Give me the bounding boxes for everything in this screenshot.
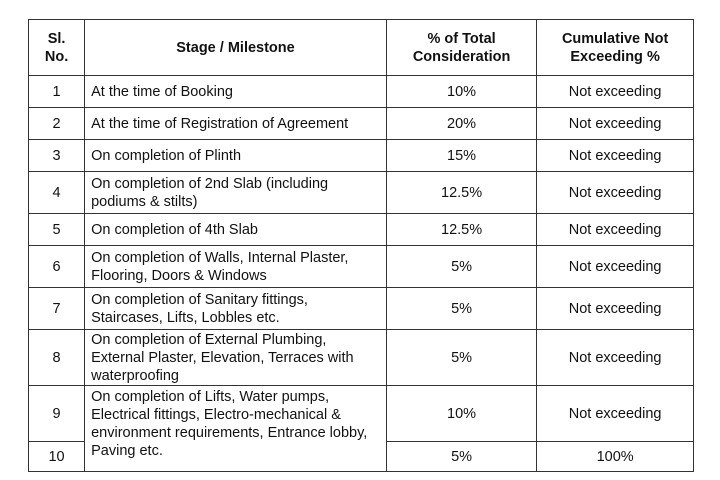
row-stage: On completion of Walls, Internal Plaster, Flooring, Doors & Windows <box>85 246 387 288</box>
row-percent: 5% <box>386 288 536 330</box>
header-percent: % of Total Consideration <box>386 20 536 76</box>
row-cumulative: Not exceeding <box>537 140 694 172</box>
row-sl-no: 3 <box>29 140 85 172</box>
table-row <box>29 76 694 108</box>
row-sl-no: 4 <box>29 172 85 214</box>
row-stage: On completion of Plinth <box>85 140 387 172</box>
row-sl-no: 5 <box>29 214 85 246</box>
table-row <box>29 108 694 140</box>
row-cumulative: Not exceeding <box>537 214 694 246</box>
header-row <box>29 20 694 76</box>
row-stage: At the time of Booking <box>85 76 387 108</box>
row-stage: On completion of Lifts, Water pumps, Electrical fittings, Electro-mechanical & environment requirements, Entrance lobby, Paving etc. <box>85 386 387 472</box>
header-cumulative: Cumulative Not Exceeding % <box>537 20 694 76</box>
table-row <box>29 246 694 288</box>
row-percent: 20% <box>386 108 536 140</box>
table-row <box>29 330 694 386</box>
row-stage: On completion of External Plumbing, External Plaster, Elevation, Terraces with waterproofing <box>85 330 387 386</box>
header-stage: Stage / Milestone <box>85 20 387 76</box>
row-cumulative: 100% <box>537 442 694 472</box>
row-percent: 12.5% <box>386 172 536 214</box>
row-cumulative: Not exceeding <box>537 108 694 140</box>
row-sl-no: 8 <box>29 330 85 386</box>
row-sl-no: 2 <box>29 108 85 140</box>
row-cumulative: Not exceeding <box>537 288 694 330</box>
row-stage: At the time of Registration of Agreement <box>85 108 387 140</box>
row-sl-no: 1 <box>29 76 85 108</box>
row-percent: 10% <box>386 386 536 442</box>
row-percent: 5% <box>386 330 536 386</box>
row-cumulative: Not exceeding <box>537 386 694 442</box>
row-cumulative: Not exceeding <box>537 172 694 214</box>
table-row <box>29 172 694 214</box>
row-stage: On completion of 2nd Slab (including podiums & stilts) <box>85 172 387 214</box>
header-sl-no: Sl. No. <box>29 20 85 76</box>
payment-schedule-table <box>28 19 694 472</box>
row-sl-no: 6 <box>29 246 85 288</box>
table-row <box>29 140 694 172</box>
row-percent: 15% <box>386 140 536 172</box>
row-percent: 10% <box>386 76 536 108</box>
row-percent: 5% <box>386 246 536 288</box>
row-sl-no: 10 <box>29 442 85 472</box>
table-row <box>29 288 694 330</box>
row-sl-no: 9 <box>29 386 85 442</box>
table-header <box>29 20 694 76</box>
row-stage: On completion of 4th Slab <box>85 214 387 246</box>
row-percent: 12.5% <box>386 214 536 246</box>
row-cumulative: Not exceeding <box>537 76 694 108</box>
row-cumulative: Not exceeding <box>537 246 694 288</box>
table-row <box>29 214 694 246</box>
table-body <box>29 76 694 472</box>
row-cumulative: Not exceeding <box>537 330 694 386</box>
row-percent: 5% <box>386 442 536 472</box>
row-sl-no: 7 <box>29 288 85 330</box>
row-stage: On completion of Sanitary fittings, Staircases, Lifts, Lobbles etc. <box>85 288 387 330</box>
table-row <box>29 386 694 442</box>
